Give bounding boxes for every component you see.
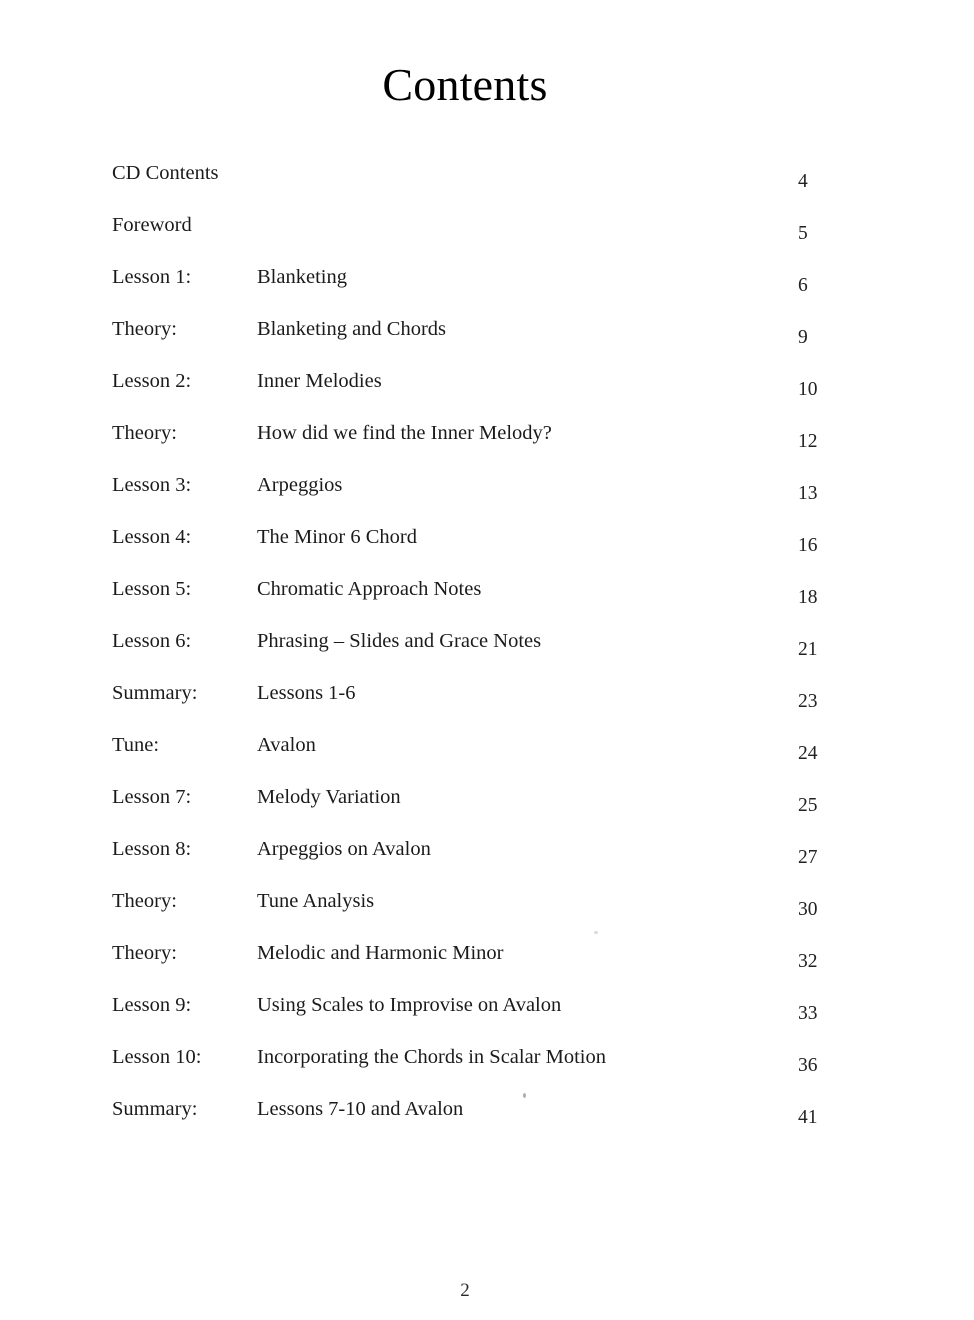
toc-row-label: Lesson 7: bbox=[112, 786, 192, 808]
toc-row-page-number: 27 bbox=[798, 847, 818, 868]
toc-row[interactable] bbox=[0, 420, 974, 472]
toc-row-label: Lesson 2: bbox=[112, 370, 192, 392]
toc-row-page-number: 25 bbox=[798, 795, 818, 816]
toc-row-page-number: 21 bbox=[798, 639, 818, 660]
toc-row[interactable] bbox=[0, 940, 974, 992]
toc-row[interactable] bbox=[0, 732, 974, 784]
toc-row-entry[interactable]: Arpeggios on Avalon bbox=[257, 838, 431, 860]
toc-row-page-number: 5 bbox=[798, 223, 808, 244]
toc-row-page-number: 18 bbox=[798, 587, 818, 608]
toc-row-entry[interactable]: Inner Melodies bbox=[257, 370, 382, 392]
toc-row-entry[interactable]: Tune Analysis bbox=[257, 890, 375, 912]
toc-row-entry[interactable]: Melody Variation bbox=[257, 786, 401, 808]
toc-row-page-number: 41 bbox=[798, 1107, 818, 1128]
toc-row-label: Lesson 4: bbox=[112, 526, 192, 548]
toc-row-label: Lesson 5: bbox=[112, 578, 192, 600]
toc-row-label: Lesson 9: bbox=[112, 994, 192, 1016]
toc-row[interactable] bbox=[0, 368, 974, 420]
toc-row-label: Lesson 1: bbox=[112, 266, 192, 288]
toc-row-page-number: 23 bbox=[798, 691, 818, 712]
toc-row[interactable] bbox=[0, 836, 974, 888]
toc-row[interactable] bbox=[0, 888, 974, 940]
toc-row-page-number: 10 bbox=[798, 379, 818, 400]
toc-row-page-number: 13 bbox=[798, 483, 818, 504]
toc-row[interactable] bbox=[0, 1044, 974, 1096]
toc-row[interactable] bbox=[0, 316, 974, 368]
toc-row[interactable] bbox=[0, 1096, 974, 1148]
toc-row-entry[interactable]: Phrasing – Slides and Grace Notes bbox=[257, 630, 542, 652]
toc-row-label: Theory: bbox=[112, 318, 177, 340]
toc-row-page-number: 16 bbox=[798, 535, 818, 556]
toc-row-entry[interactable]: Incorporating the Chords in Scalar Motion bbox=[257, 1046, 607, 1068]
toc-row-page-number: 4 bbox=[798, 171, 808, 192]
toc-row-label: Lesson 3: bbox=[112, 474, 192, 496]
toc-row[interactable] bbox=[0, 160, 974, 212]
toc-row[interactable] bbox=[0, 680, 974, 732]
toc-row[interactable] bbox=[0, 212, 974, 264]
toc-row-entry[interactable]: Lessons 1-6 bbox=[257, 682, 356, 704]
toc-row[interactable] bbox=[0, 472, 974, 524]
toc-row-label: Lesson 10: bbox=[112, 1046, 202, 1068]
toc-row-entry[interactable]: Arpeggios bbox=[257, 474, 343, 496]
toc-row-label: Tune: bbox=[112, 734, 160, 756]
toc-row-page-number: 36 bbox=[798, 1055, 818, 1076]
toc-row-entry[interactable]: CD Contents bbox=[112, 162, 219, 184]
toc-row-page-number: 24 bbox=[798, 743, 818, 764]
toc-row-page-number: 33 bbox=[798, 1003, 818, 1024]
toc-row-page-number: 6 bbox=[798, 275, 808, 296]
scan-speck bbox=[523, 1093, 526, 1098]
toc-row-entry[interactable]: Melodic and Harmonic Minor bbox=[257, 942, 504, 964]
toc-row-entry[interactable]: Chromatic Approach Notes bbox=[257, 578, 482, 600]
scan-speck bbox=[594, 931, 598, 934]
toc-row[interactable] bbox=[0, 264, 974, 316]
toc-row-entry[interactable]: Blanketing bbox=[257, 266, 347, 288]
toc-row-page-number: 32 bbox=[798, 951, 818, 972]
toc-row-label: Theory: bbox=[112, 422, 177, 444]
toc-row-label: Theory: bbox=[112, 942, 177, 964]
footer-page-number: 2 bbox=[460, 1280, 470, 1301]
toc-row[interactable] bbox=[0, 576, 974, 628]
toc-row-page-number: 9 bbox=[798, 327, 808, 348]
toc-row-entry[interactable]: The Minor 6 Chord bbox=[257, 526, 417, 548]
toc-row[interactable] bbox=[0, 628, 974, 680]
toc-row-label: Theory: bbox=[112, 890, 177, 912]
toc-row-page-number: 12 bbox=[798, 431, 818, 452]
toc-row[interactable] bbox=[0, 992, 974, 1044]
toc-row-entry[interactable]: How did we find the Inner Melody? bbox=[257, 422, 552, 444]
toc-row-label: Lesson 8: bbox=[112, 838, 192, 860]
page-title: Contents bbox=[382, 59, 548, 110]
toc-row-entry[interactable]: Avalon bbox=[257, 734, 316, 756]
toc-row-entry[interactable]: Lessons 7-10 and Avalon bbox=[257, 1098, 464, 1120]
toc-row-entry[interactable]: Foreword bbox=[112, 214, 192, 236]
toc-row-label: Lesson 6: bbox=[112, 630, 192, 652]
table-of-contents bbox=[0, 160, 974, 1148]
toc-row[interactable] bbox=[0, 784, 974, 836]
toc-row[interactable] bbox=[0, 524, 974, 576]
toc-row-label: Summary: bbox=[112, 682, 198, 704]
toc-row-label: Summary: bbox=[112, 1098, 198, 1120]
toc-row-entry[interactable]: Using Scales to Improvise on Avalon bbox=[257, 994, 562, 1016]
toc-row-page-number: 30 bbox=[798, 899, 818, 920]
toc-row-entry[interactable]: Blanketing and Chords bbox=[257, 318, 447, 340]
